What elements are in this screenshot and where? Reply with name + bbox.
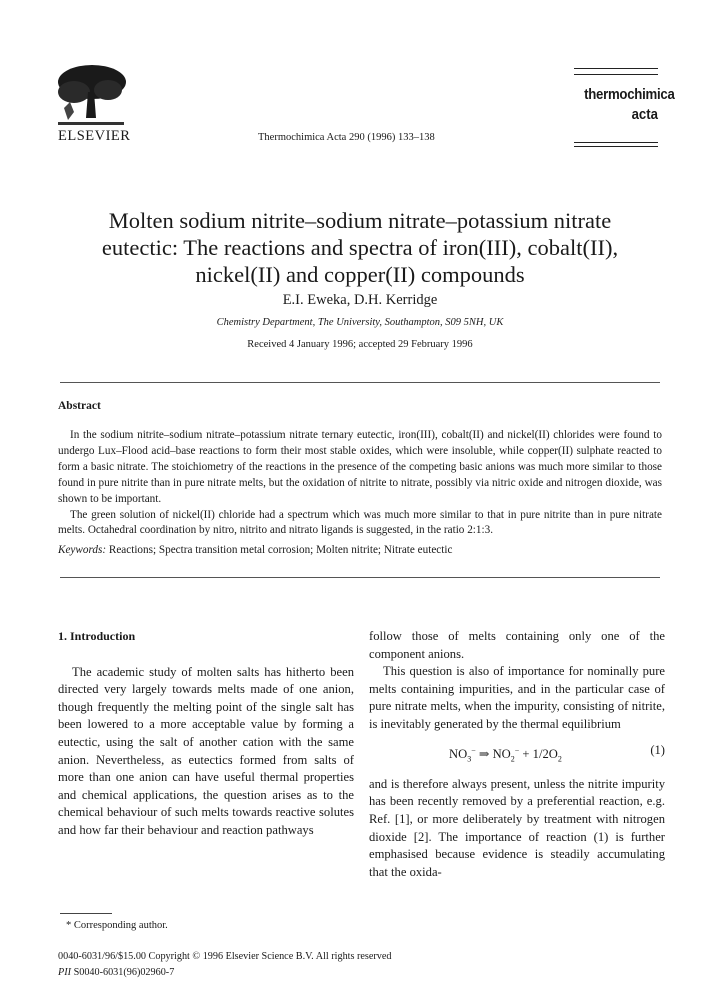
journal-name-line2: acta <box>631 106 658 123</box>
equation-number: (1) <box>650 742 665 757</box>
pii-label: PII <box>58 967 72 978</box>
title-line: nickel(II) and copper(II) compounds <box>195 262 525 287</box>
footnote-rule <box>60 913 112 914</box>
body-paragraph: This question is also of importance for nominally pure melts containing impurities, and in the particular case of pure nitrate melts, when the impurity, consisting of nitrite, is inevitably generated by the thermal equilibrium <box>369 664 665 731</box>
keywords-text: Reactions; Spectra transition metal corrosion; Molten nitrite; Nitrate eutectic <box>108 544 453 556</box>
divider <box>60 577 660 578</box>
abstract-paragraph: The green solution of nickel(II) chloride had a spectrum which was much more similar to that in pure nitrite than in pure nitrate melts. Octahedral coordination by nitro, nitrito and nitrato ligands is suggested, in the ratio 2:1:3. <box>58 508 662 537</box>
journal-rule <box>574 74 658 75</box>
body-column-left <box>58 628 354 840</box>
pii-line <box>58 967 174 978</box>
journal-name-line1: thermochimica <box>584 86 675 103</box>
elsevier-tree-logo <box>52 62 130 128</box>
affiliation: Chemistry Department, The University, Southampton, S09 5NH, UK <box>216 317 504 328</box>
body-paragraph: The academic study of molten salts has hitherto been directed very largely towards melts made of one anion, though frequently the melting point of the single salt has been lowered to a more acceptable value by forming a eutectic, using the salt of another cation with the same anion. Nevertheless, as eutectics formed from salts of more than one anion can have useful thermal properties and chemical applications, the question arises as to the chemical behaviour of such melts towards reactive solutes and how far their behaviour and reaction pathways <box>58 664 354 837</box>
journal-citation: Thermochimica Acta 290 (1996) 133–138 <box>258 132 435 143</box>
pii-value: S0040-6031(96)02960-7 <box>71 967 175 978</box>
journal-rule <box>574 146 658 147</box>
title-line: Molten sodium nitrite–sodium nitrate–potassium nitrate <box>108 208 612 233</box>
abstract-heading: Abstract <box>58 400 101 412</box>
body-paragraph: follow those of melts containing only one of the component anions. <box>369 629 665 661</box>
article-title <box>60 207 660 288</box>
keywords <box>58 544 662 556</box>
abstract-paragraph: In the sodium nitrite–sodium nitrate–potassium nitrate ternary eutectic, iron(III), cobalt(II) and nickel(II) chlorides were found to undergo Lux–Flood acid–base reactions to form their most stable oxides, which were insoluble, while copper(II) sulphate reacted to form a basic nitrate. The stoichiometry of the reactions in the presence of the competing basic anions was much more similar to those found in pure nitrite than in pure nitrate melts, but the oxidation of nitrite to nitrate, possibly via nitric oxide and nitrogen dioxide, was shown to be important. <box>58 429 662 505</box>
received-dates: Received 4 January 1996; accepted 29 February 1996 <box>247 339 473 350</box>
equation-expression: $NO_3^-$ ⇒ $NO_2^- + 1/2O_2$ <box>449 745 562 764</box>
footnote: * Corresponding author. <box>66 920 168 931</box>
publisher-name: ELSEVIER <box>58 128 131 144</box>
journal-rule <box>574 68 658 69</box>
journal-rule <box>574 142 658 143</box>
title-line: eutectic: The reactions and spectra of iron(III), cobalt(II), <box>101 235 619 260</box>
section-heading: 1. Introduction <box>58 629 136 643</box>
equation-1 <box>369 742 665 768</box>
body-column-right <box>369 628 665 881</box>
abstract-body <box>58 428 662 539</box>
body-paragraph: and is therefore always present, unless the nitrite impurity has been recently removed by a preferential reaction, e.g. Ref. [1], or more deliberately by treatment with nitrogen dioxide [2]. The importance of reaction (1) is further emphasised because evidence is steadily accumulating that the oxida- <box>369 776 665 879</box>
copyright-line: 0040-6031/96/$15.00 Copyright © 1996 Elsevier Science B.V. All rights reserved <box>58 951 392 962</box>
keywords-label: Keywords: <box>58 544 107 556</box>
divider <box>60 382 660 383</box>
authors: E.I. Eweka, D.H. Kerridge <box>282 292 438 308</box>
